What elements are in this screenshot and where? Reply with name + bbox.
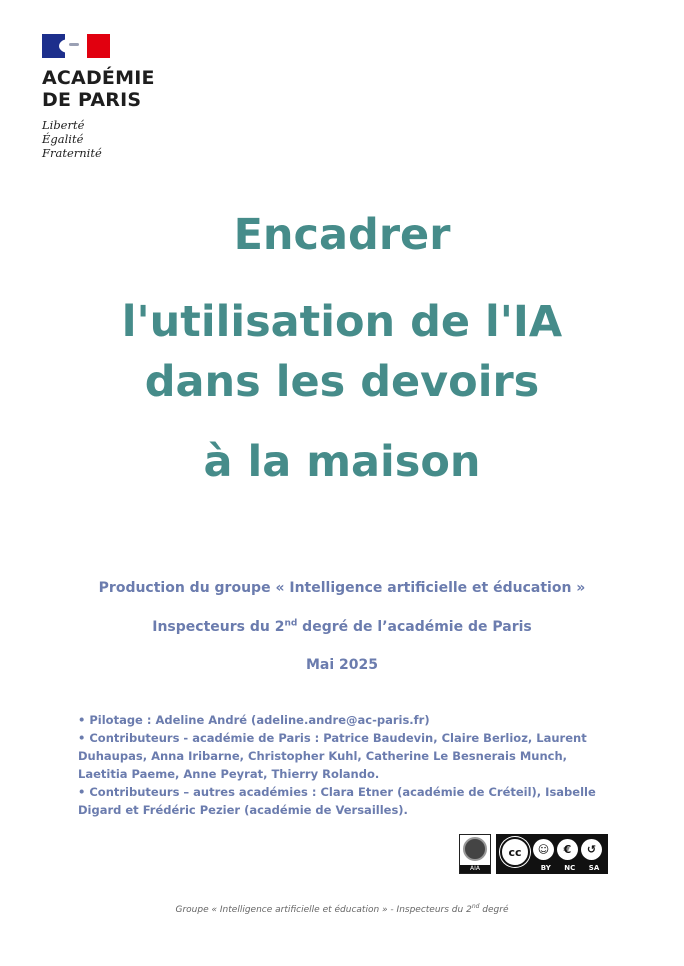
- cc-term-nc: NC: [564, 864, 576, 872]
- page-footer: [0, 903, 684, 915]
- academie-logo: [42, 34, 155, 160]
- title-line-3: dans les devoirs: [144, 357, 540, 407]
- motto-egalite: Égalité: [42, 132, 84, 146]
- credits-pilotage: • Pilotage : Adeline André (adeline.andre@ac-paris.fr): [78, 713, 430, 727]
- inspectors-pre: Inspecteurs du 2: [152, 619, 285, 635]
- document-title: [0, 205, 684, 492]
- motto-fraternite: Fraternité: [42, 146, 102, 160]
- cc-by-nc-sa-badge: [496, 834, 608, 874]
- title-line-1: Encadrer: [233, 210, 451, 260]
- inspectors-line: [0, 618, 684, 636]
- share-alike-icon: ↺: [581, 839, 602, 860]
- title-line-2: l'utilisation de l'IA: [121, 297, 563, 347]
- credits-block: [78, 711, 598, 819]
- cc-terms: [534, 864, 606, 872]
- publication-date: Mai 2025: [305, 657, 379, 673]
- credits-others: • Contributeurs – autres académies : Clara Etner (académie de Créteil), Isabelle Digard et Frédéric Pezier (académie de Versailles).: [78, 785, 596, 817]
- aia-badge-label: AIA: [460, 865, 490, 873]
- org-name: [42, 67, 155, 111]
- cc-term-sa: SA: [588, 864, 600, 872]
- aia-badge: [459, 834, 491, 874]
- footer-post: degré: [479, 905, 509, 915]
- cc-logo-icon: cc: [500, 837, 530, 867]
- cc-term-by: BY: [540, 864, 551, 872]
- person-icon: ☺: [533, 839, 554, 860]
- org-name-line-1: ACADÉMIE: [42, 67, 155, 89]
- no-euro-icon: €: [557, 839, 578, 860]
- production-line: Production du groupe « Intelligence artificielle et éducation »: [98, 580, 586, 596]
- inspectors-post: degré de l’académie de Paris: [297, 619, 532, 635]
- aia-badge-icon: [463, 837, 487, 861]
- footer-pre: Groupe « Intelligence artificielle et éducation » - Inspecteurs du 2: [175, 905, 472, 915]
- motto: [42, 118, 155, 160]
- inspectors-sup: nd: [284, 618, 298, 629]
- footer-sup: nd: [471, 903, 480, 910]
- title-line-4: à la maison: [203, 437, 481, 487]
- french-flag-marianne-icon: [42, 34, 110, 58]
- license-badges: [459, 834, 608, 874]
- motto-liberte: Liberté: [42, 118, 85, 132]
- credits-paris: • Contributeurs - académie de Paris : Patrice Baudevin, Claire Berlioz, Laurent Duhaupas, Anna Iribarne, Christopher Kuhl, Catherine Le Besnerais Munch, Laetitia Paeme, Anne Peyrat, Thierry Rolando.: [78, 731, 587, 781]
- org-name-line-2: DE PARIS: [42, 89, 142, 111]
